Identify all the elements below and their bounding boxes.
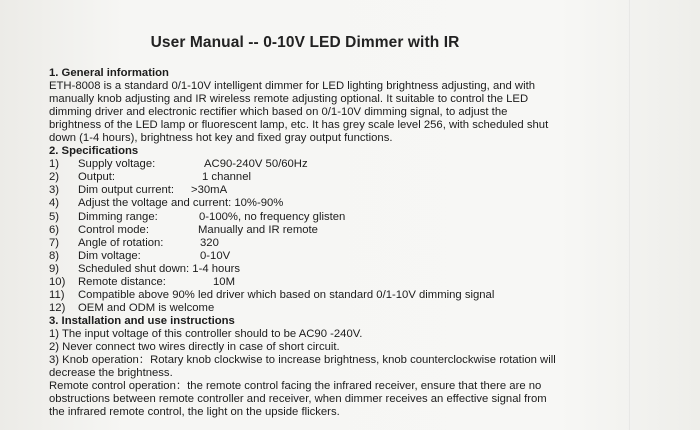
spec-item [49, 276, 597, 289]
spec-number: 12) [49, 301, 66, 314]
instruction-line: the infrared remote control, the light on the upside flickers. [49, 406, 340, 419]
spec-item [49, 224, 597, 237]
spec-number: 6) [49, 223, 60, 236]
spec-label: Control mode: [78, 223, 149, 236]
spec-number: 9) [49, 262, 60, 275]
general-line: dimming driver and electronic rectifier which based on 0/1-10V dimming signal, to adjust the [49, 106, 508, 119]
spec-label: Dimming range: [78, 210, 158, 223]
spec-label: Dim output current: [78, 184, 175, 197]
general-line: brightness of the LED lamp or fluorescent lamp, etc. It has grey scale level 256, with scheduled shut [49, 119, 549, 132]
spec-item [49, 171, 597, 184]
spec-number: 11) [49, 288, 65, 301]
spec-label: Adjust the voltage and current: 10%-90% [78, 197, 284, 210]
spec-item [49, 197, 597, 210]
instruction-line: Remote control operation：the remote control facing the infrared receiver, ensure that there are no [49, 380, 542, 393]
spec-value: Manually and IR remote [198, 223, 318, 236]
spec-value: 0-10V [200, 249, 231, 262]
spec-label: Remote distance: [78, 275, 166, 288]
manual-content [49, 67, 597, 419]
spec-value: 1 channel [202, 171, 251, 184]
spec-number: 1) [49, 158, 60, 171]
spec-value: 0-100%, no frequency glisten [199, 210, 346, 223]
section-heading-installation: 3. Installation and use instructions [49, 314, 235, 327]
spec-label: Supply voltage: [78, 158, 156, 171]
spec-value: AC90-240V 50/60Hz [204, 158, 308, 171]
general-line: manually knob adjusting and IR wireless remote adjusting optional. It suitable to control the LED [49, 93, 529, 106]
instruction-line: obstructions between remote controller and receiver, when dimmer receives an effective signal from [49, 393, 547, 406]
general-line: down (1-4 hours), brightness hot key and fixed gray output functions. [49, 132, 393, 145]
spec-item [49, 158, 597, 171]
spec-item [49, 263, 597, 276]
spec-item [49, 302, 597, 315]
instruction-line: 1) The input voltage of this controller should to be AC90 -240V. [49, 327, 363, 340]
spec-label: OEM and ODM is welcome [78, 301, 215, 314]
spec-number: 3) [49, 184, 60, 197]
spec-label: Angle of rotation: [78, 236, 164, 249]
spec-value: 320 [200, 236, 219, 249]
paper-fold [629, 0, 630, 430]
spec-label: Compatible above 90% led driver which based on standard 0/1-10V dimming signal [78, 288, 495, 301]
spec-item [49, 289, 597, 302]
instruction-line: 3) Knob operation：Rotary knob clockwise to increase brightness, knob counterclockwise rotation will [49, 354, 556, 367]
general-line: ETH-8008 is a standard 0/1-10V intelligent dimmer for LED lighting brightness adjusting, and with [49, 80, 536, 93]
page-title: User Manual -- 0-10V LED Dimmer with IR [150, 34, 460, 51]
spec-item [49, 184, 597, 197]
spec-number: 5) [49, 210, 60, 223]
spec-value: >30mA [191, 184, 228, 197]
instruction-line: 2) Never connect two wires directly in case of short circuit. [49, 340, 340, 353]
spec-label: Scheduled shut down: 1-4 hours [78, 262, 241, 275]
spec-number: 10) [49, 275, 66, 288]
spec-item [49, 237, 597, 250]
instruction-line: decrease the brightness. [49, 367, 173, 380]
spec-item [49, 211, 597, 224]
spec-item [49, 250, 597, 263]
section-heading-specifications: 2. Specifications [49, 145, 139, 158]
spec-number: 7) [49, 236, 60, 249]
spec-value: 10M [213, 275, 235, 288]
spec-number: 2) [49, 171, 60, 184]
spec-number: 4) [49, 197, 60, 210]
spec-number: 8) [49, 249, 60, 262]
section-heading-general: 1. General information [49, 67, 169, 79]
spec-label: Dim voltage: [78, 249, 141, 262]
spec-label: Output: [78, 171, 116, 184]
